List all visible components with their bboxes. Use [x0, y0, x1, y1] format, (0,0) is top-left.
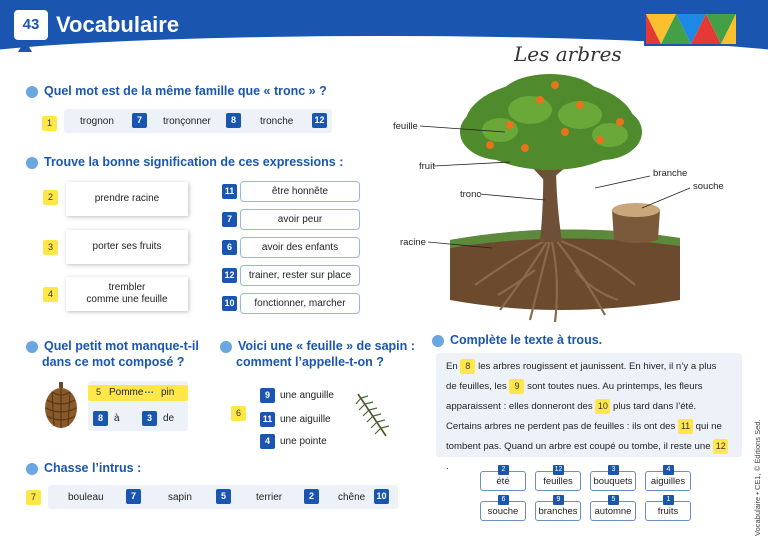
- q2-meaning-num-2[interactable]: 6: [222, 240, 237, 255]
- q1-num-2[interactable]: 12: [312, 113, 327, 128]
- q3-lead-num[interactable]: 5: [91, 385, 106, 400]
- q3-num-0[interactable]: 8: [93, 411, 108, 426]
- q5-word-0: bouleau: [68, 492, 104, 503]
- q6-line-1: de feuilles, les 9 sont toutes nues. Au printemps, les fleurs: [446, 381, 703, 392]
- publisher-logo: [644, 12, 738, 46]
- bullet-icon: [26, 341, 38, 353]
- q6-line-4: tombent pas. Quand un arbre est coupé ou tombe, il reste une 12 .: [446, 437, 732, 477]
- tree-title: Les arbres: [514, 42, 622, 66]
- q6-text-box: [436, 353, 742, 472]
- q4-title: [220, 338, 415, 370]
- q3-option-1: de: [163, 413, 175, 424]
- q3-title-line1: Quel petit mot manque-t-il: [44, 339, 199, 353]
- q4-num-0[interactable]: 9: [260, 388, 275, 403]
- q4-lead-num[interactable]: 6: [231, 406, 246, 421]
- q5-num-2[interactable]: 2: [304, 489, 319, 504]
- q2-meaning-1: avoir peur: [240, 209, 360, 230]
- q5-title-text: Chasse l’intrus :: [44, 461, 142, 475]
- q4-option-0: une anguille: [280, 390, 334, 401]
- q3-option-0: à: [114, 413, 120, 424]
- q1-title: [26, 83, 327, 99]
- bullet-icon: [220, 341, 232, 353]
- q2-expression-0: prendre racine: [66, 182, 188, 216]
- q4-num-2[interactable]: 4: [260, 434, 275, 449]
- q2-meaning-num-0[interactable]: 11: [222, 184, 237, 199]
- bullet-icon: [26, 157, 38, 169]
- q2-title-text: Trouve la bonne signification de ces expressions :: [44, 155, 344, 169]
- q1-num-1[interactable]: 8: [226, 113, 241, 128]
- page-title: Vocabulaire: [56, 12, 180, 37]
- q2-meaning-num-1[interactable]: 7: [222, 212, 237, 227]
- q6-line-3: Certains arbres ne perdent pas de feuilles : ils ont des 11 qui ne: [446, 421, 722, 432]
- q3-dots: …: [144, 385, 154, 396]
- word-card-2[interactable]: 3 bouquets: [590, 471, 636, 491]
- fir-branch-icon: [352, 390, 392, 440]
- q5-options-box: [48, 485, 398, 509]
- q1-word-1: tronçonner: [163, 116, 211, 127]
- logo-triangles-icon: [646, 14, 736, 44]
- footer-credit: Vocabulaire • CE1, © Éditions Sed.: [753, 419, 762, 536]
- q5-word-2: terrier: [256, 492, 283, 503]
- q3-title: [26, 338, 199, 370]
- q3-title-line2: dans ce mot composé ?: [42, 355, 185, 369]
- q4-num-1[interactable]: 11: [260, 412, 275, 427]
- q2-meaning-num-3[interactable]: 12: [222, 268, 237, 283]
- q5-word-3: chêne: [338, 492, 366, 503]
- q5-num-0[interactable]: 7: [126, 489, 141, 504]
- word-card-4[interactable]: 6 souche: [480, 501, 526, 521]
- q3-num-1[interactable]: 3: [142, 411, 157, 426]
- q2-expression-1: porter ses fruits: [66, 230, 188, 264]
- tree-label-fruit: fruit: [419, 161, 435, 172]
- word-card-3[interactable]: 4 aiguilles: [645, 471, 691, 491]
- q6-line-2: apparaissent : elles donneront des 10 plus tard dans l’été.: [446, 401, 697, 412]
- q4-option-1: une aiguille: [280, 414, 331, 425]
- q2-meaning-2: avoir des enfants: [240, 237, 360, 258]
- q5-word-1: sapin: [168, 492, 192, 503]
- bullet-icon: [26, 463, 38, 475]
- q1-options-box: [64, 109, 332, 133]
- q5-title: [26, 460, 141, 476]
- q6-line-0: En 8 les arbres rougissent et jaunissent. En hiver, il n’y a plus: [446, 361, 717, 372]
- q6-title: [432, 332, 602, 348]
- bullet-icon: [432, 335, 444, 347]
- q2-title: [26, 154, 343, 170]
- q2-expr-num-0[interactable]: 2: [43, 190, 58, 205]
- q2-meaning-num-4[interactable]: 10: [222, 296, 237, 311]
- q1-num-0[interactable]: 7: [132, 113, 147, 128]
- q5-num-3[interactable]: 10: [374, 489, 389, 504]
- q1-word-2: tronche: [260, 116, 294, 127]
- page-number: 43: [14, 10, 48, 40]
- word-card-1[interactable]: 12 feuilles: [535, 471, 581, 491]
- q1-title-text: Quel mot est de la même famille que « tronc » ?: [44, 84, 327, 98]
- q1-word-0: trognon: [80, 116, 114, 127]
- word-card-5[interactable]: 9 branches: [535, 501, 581, 521]
- q5-lead-num[interactable]: 7: [26, 490, 41, 505]
- q4-option-2: une pointe: [280, 436, 327, 447]
- q2-meaning-0: être honnête: [240, 181, 360, 202]
- word-card-6[interactable]: 5 automne: [590, 501, 636, 521]
- tree-label-branche: branche: [653, 168, 688, 179]
- q6-title-text: Complète le texte à trous.: [450, 333, 603, 347]
- q2-meaning-4: fonctionner, marcher: [240, 293, 360, 314]
- q4-title-line2: comment l’appelle-t-on ?: [236, 355, 384, 369]
- q2-expr-num-2[interactable]: 4: [43, 287, 58, 302]
- q4-title-line1: Voici une « feuille » de sapin :: [238, 339, 415, 353]
- q3-word-right: pin: [161, 387, 175, 398]
- tree-label-tronc: tronc: [460, 189, 482, 200]
- q2-meaning-3: trainer, rester sur place: [240, 265, 360, 286]
- q1-lead-num: 1: [42, 113, 57, 131]
- tree-illustration: [380, 70, 740, 330]
- q5-num-1[interactable]: 5: [216, 489, 231, 504]
- bullet-icon: [26, 86, 38, 98]
- q2-expression-2: trembler comme une feuille: [66, 277, 188, 311]
- bookmark-icon: [18, 40, 32, 52]
- tree-label-racine: racine: [400, 237, 426, 248]
- tree-label-souche: souche: [693, 181, 724, 192]
- q3-box: [88, 381, 188, 431]
- pinecone-icon: [42, 382, 80, 430]
- q3-word-left: Pomme: [109, 387, 144, 398]
- tree-label-feuille: feuille: [393, 121, 418, 132]
- word-card-0[interactable]: 2 été: [480, 471, 526, 491]
- word-card-7[interactable]: 1 fruits: [645, 501, 691, 521]
- q2-expr-num-1[interactable]: 3: [43, 240, 58, 255]
